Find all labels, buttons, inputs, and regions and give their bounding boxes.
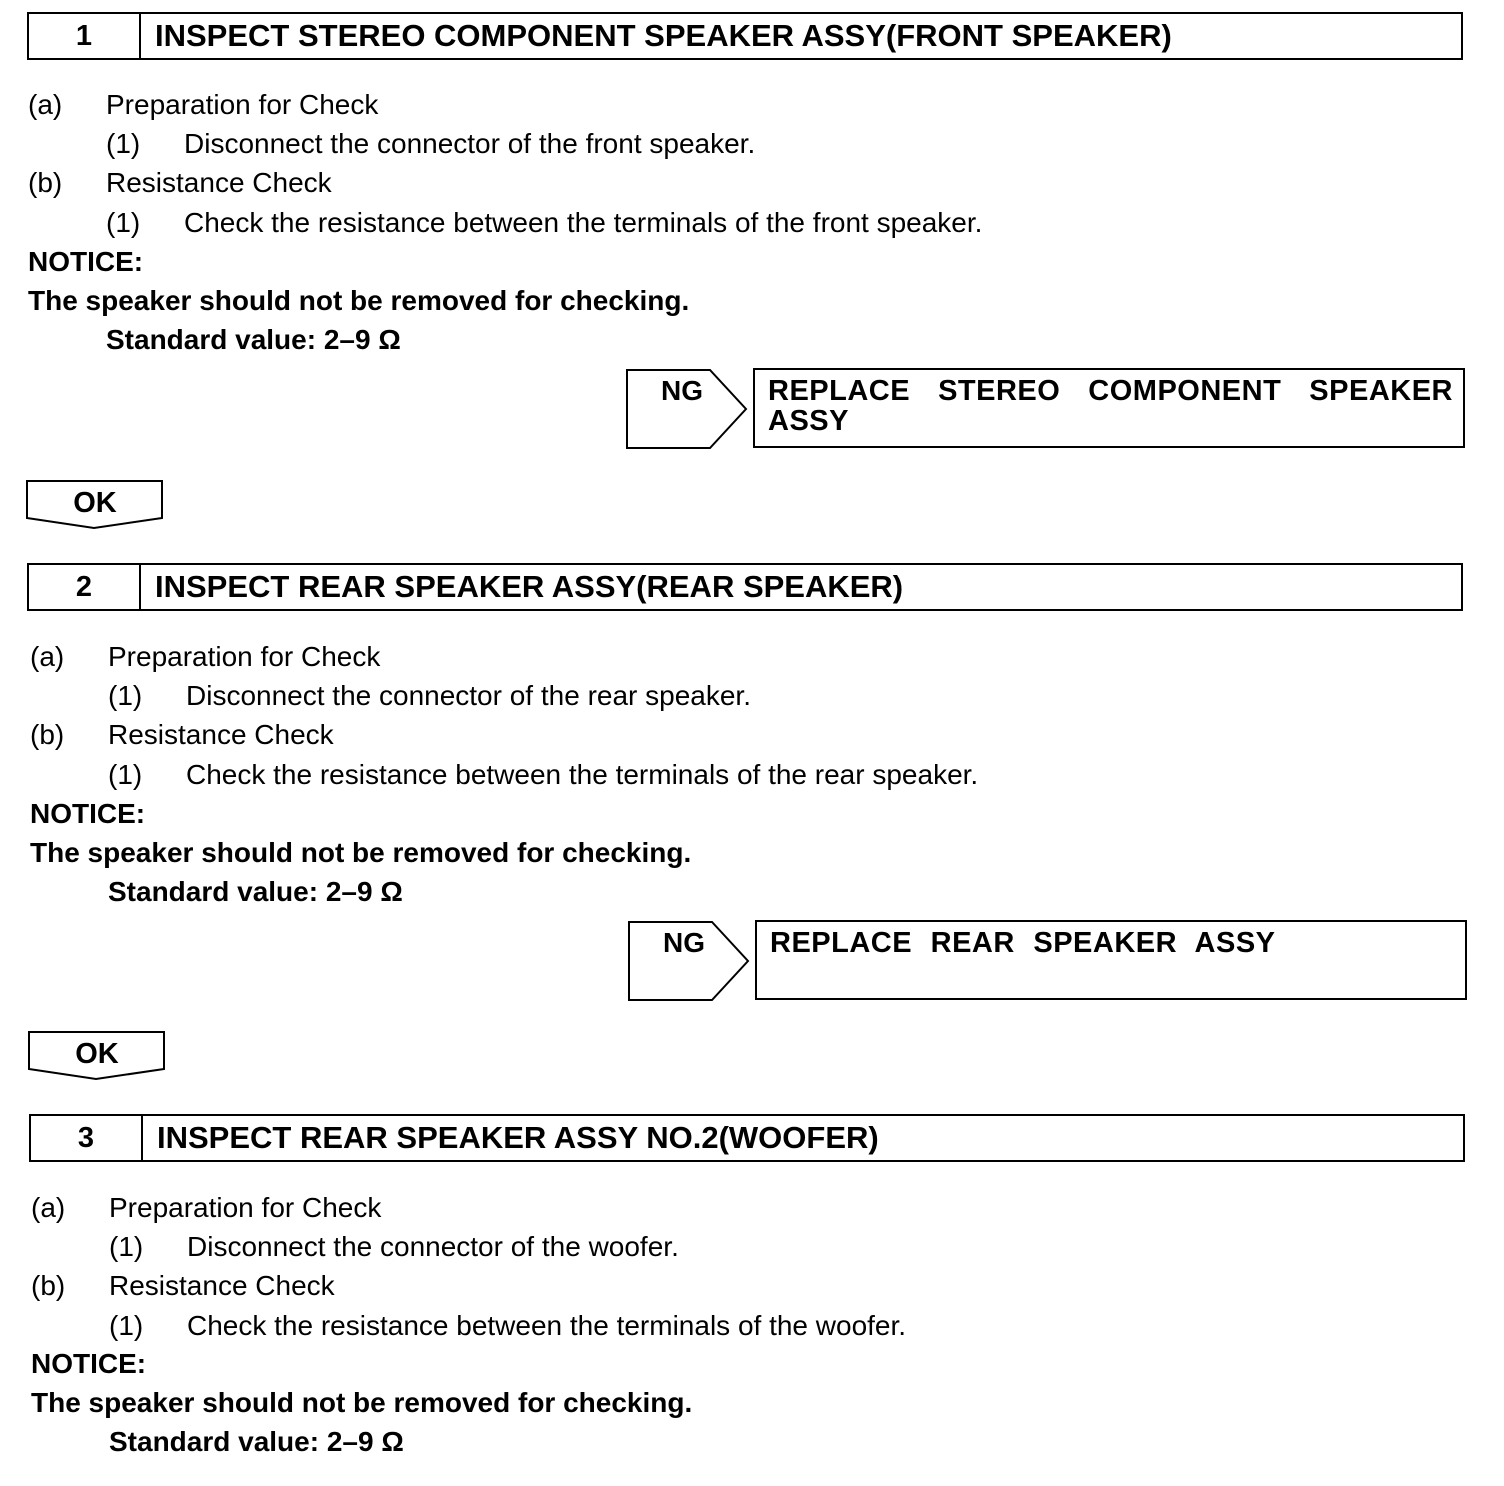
step-2-b-text: Resistance Check [108,719,334,750]
step-2-notice: NOTICE: [30,798,146,829]
step-1-a-text: Preparation for Check [106,89,379,120]
step-1-title: INSPECT STEREO COMPONENT SPEAKER ASSY(FRONT SPEAKER) [155,18,1172,53]
step-2-ng-action-box [755,920,1467,1000]
step-2-b1-text: Check the resistance between the terminals of the rear speaker. [186,759,979,790]
step-1-notice: NOTICE: [28,246,144,277]
step-1-ok-arrow [26,480,164,530]
step-2-a-text: Preparation for Check [108,641,381,672]
step-2-notice-text: The speaker should not be removed for checking. [30,837,692,868]
step-2-ok-label: OK [75,1038,119,1070]
step-2-b1-label: (1) [108,759,143,790]
step-2-a1-text: Disconnect the connector of the rear speaker. [186,680,751,711]
step-2-a-label: (a) [30,641,65,672]
step-3-a1-text: Disconnect the connector of the woofer. [187,1231,679,1262]
step-3-header [29,1114,1465,1162]
step-2-ok-arrow [28,1031,166,1081]
step-1-ng-action: REPLACE STEREO COMPONENT SPEAKER ASSY [768,375,1453,437]
step-1-ok-label: OK [73,487,117,519]
step-2-number: 2 [29,565,141,609]
step-1-ng-label: NG [661,375,703,406]
step-2-ng-arrow [628,921,750,1001]
step-1-a-label: (a) [28,89,63,120]
step-2-ng-label: NG [663,927,705,958]
step-1-b1-text: Check the resistance between the terminals of the front speaker. [184,207,983,238]
step-2-b-label: (b) [30,719,65,750]
step-3-a-label: (a) [31,1192,66,1223]
step-1-a1-label: (1) [106,128,141,159]
step-3-a-text: Preparation for Check [109,1192,382,1223]
step-1-b1-label: (1) [106,207,141,238]
step-3-b-label: (b) [31,1270,66,1301]
step-3-title: INSPECT REAR SPEAKER ASSY NO.2(WOOFER) [157,1120,879,1155]
step-1-a1-text: Disconnect the connector of the front speaker. [184,128,756,159]
step-2-standard-value: Standard value: 2–9 Ω [108,876,403,907]
step-1-notice-text: The speaker should not be removed for checking. [28,285,690,316]
step-1-b-text: Resistance Check [106,167,332,198]
step-3-b1-label: (1) [109,1310,144,1341]
step-2-ng-action: REPLACE REAR SPEAKER ASSY [770,927,1276,959]
step-1-header [27,12,1463,60]
step-3-b1-text: Check the resistance between the terminals of the woofer. [187,1310,907,1341]
step-3-a1-label: (1) [109,1231,144,1262]
step-2-header [27,563,1463,611]
step-1-standard-value: Standard value: 2–9 Ω [106,324,401,355]
step-3-b-text: Resistance Check [109,1270,335,1301]
step-2-title: INSPECT REAR SPEAKER ASSY(REAR SPEAKER) [155,569,904,604]
step-1-ng-action-box [753,368,1465,448]
step-3-standard-value: Standard value: 2–9 Ω [109,1426,404,1457]
step-1-ng-arrow [626,369,748,449]
step-3-number: 3 [31,1116,143,1160]
step-1-number: 1 [29,14,141,58]
step-2-a1-label: (1) [108,680,143,711]
step-1-b-label: (b) [28,167,63,198]
step-3-notice-text: The speaker should not be removed for checking. [31,1387,693,1418]
step-3-notice: NOTICE: [31,1348,147,1379]
